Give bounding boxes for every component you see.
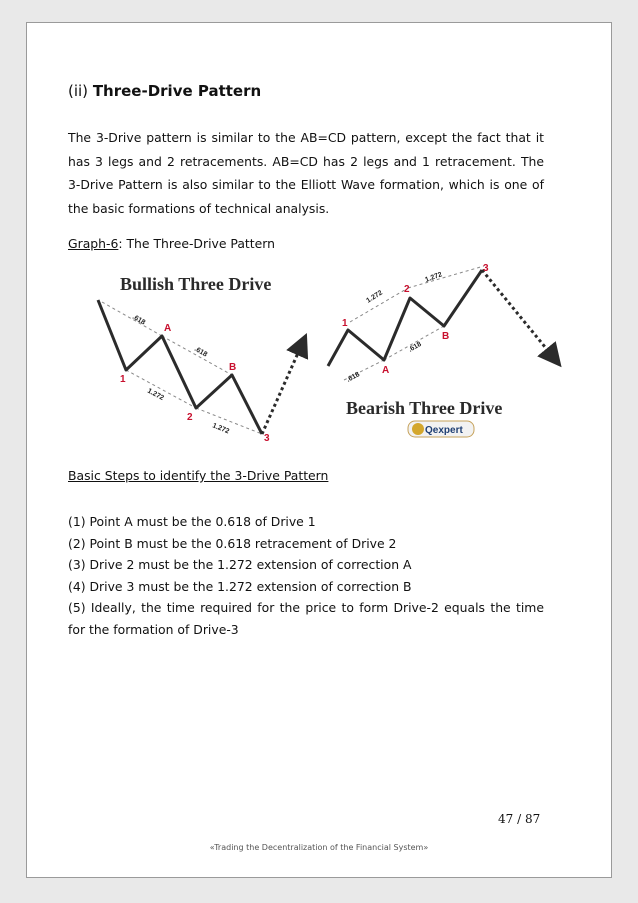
steps-heading: Basic Steps to identify the 3-Drive Pattern [68,468,329,483]
bearish-point-2: 2 [404,284,410,295]
bearish-point-b: B [442,331,450,342]
page-footer: «Trading the Decentralization of the Financial System» [209,843,429,852]
graph-link[interactable]: Graph-6 [68,236,119,251]
heading-prefix: (ii) [68,82,89,100]
bullish-arrow [262,344,302,434]
bearish-ratio-1: 1.272 [365,289,384,305]
bullish-ratio-3: 1.272 [146,387,165,402]
bullish-ratio-1: .618 [131,313,147,327]
bearish-title: Bearish Three Drive [346,398,503,418]
bullish-title: Bullish Three Drive [120,274,272,294]
bullish-point-b: B [229,362,237,373]
heading-title: Three-Drive Pattern [92,82,262,100]
bullish-path [98,300,262,434]
bullish-point-a: A [164,323,172,334]
bearish-point-3: 3 [483,263,489,274]
bullish-ratio-4: 1.272 [211,422,231,436]
step-item: (3) Drive 2 must be the 1.272 extension of correction A [68,557,412,572]
bullish-panel [98,274,302,444]
step-item: (2) Point B must be the 0.618 retracement of Drive 2 [68,535,397,551]
bearish-point-a: A [382,365,390,376]
step-item: (1) Point A must be the 0.618 of Drive 1 [68,514,316,529]
svg-text:Qexpert: Qexpert [425,425,463,436]
graph-caption [68,236,275,251]
intro-paragraph: The 3-Drive pattern is similar to the AB=CD pattern, except the fact that it has 3 legs and 2 retracements. AB=CD has 2 legs and 1 retracement. The 3-Drive Pattern is also similar to the Elliott Wave formation, which is one of the basic formations of technical analysis. [68,130,544,216]
page-number: 47 / 87 [498,812,541,826]
bullish-point-3: 3 [264,433,270,444]
bearish-ratio-4: .618 [407,340,423,354]
graph-caption-text: : The Three-Drive Pattern [118,236,275,251]
section-heading [68,82,261,100]
three-drive-diagram [92,258,562,448]
bullish-point-2: 2 [187,412,193,423]
bearish-ratio-3: .618 [345,371,361,384]
bearish-panel [328,263,554,437]
three-drive-figure [92,258,562,448]
bullish-ratio-2: .618 [193,345,209,359]
bearish-ratio-2: 1.272 [424,271,444,284]
bullish-point-1: 1 [120,374,126,385]
bearish-point-1: 1 [342,318,348,329]
step-item: (5) Ideally, the time required for the price to form Drive-2 equals the time for the formation of Drive-3 [68,600,544,637]
steps-list [68,511,544,640]
step-item: (4) Drive 3 must be the 1.272 extension of correction B [68,578,412,594]
qexpert-logo [408,421,474,437]
bearish-arrow [482,270,554,358]
